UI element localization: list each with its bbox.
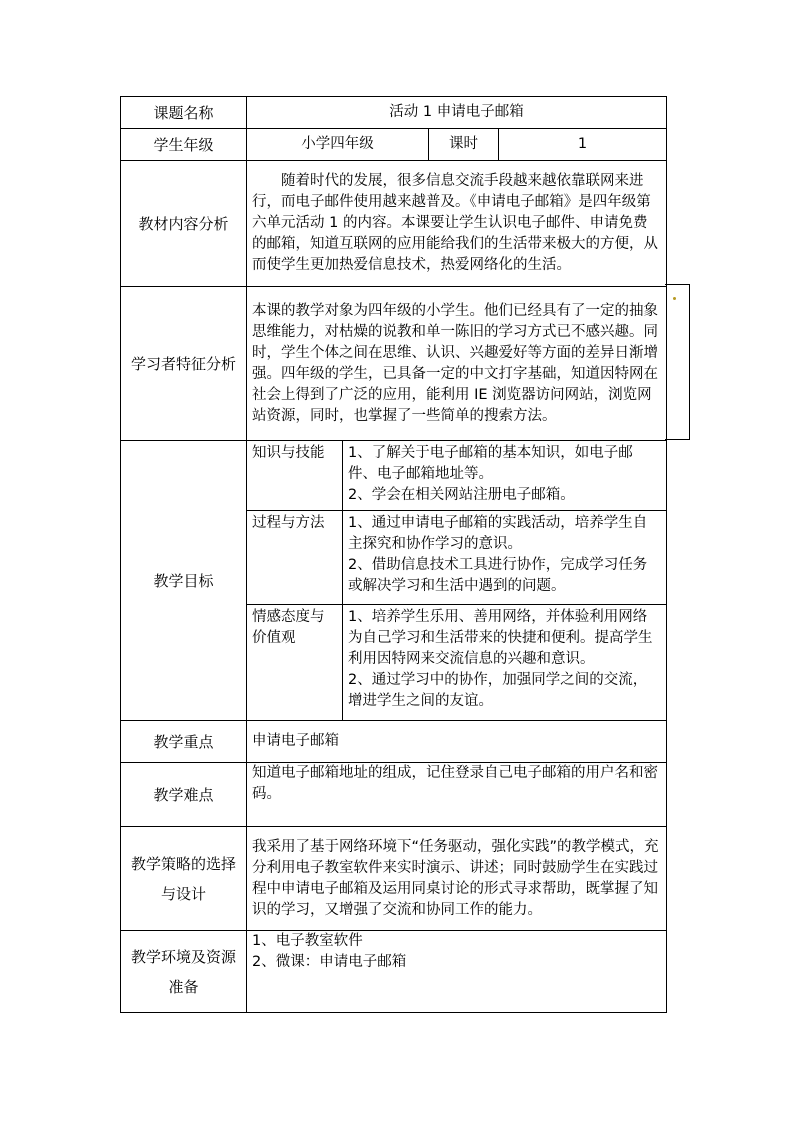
env-item: 2、微课：申请电子邮箱 (252, 954, 407, 970)
goal-process-items (343, 511, 667, 605)
learner-label (121, 287, 247, 441)
border-extension-bottom (665, 439, 690, 440)
goal-emotion-name: 情感态度与价值观 (247, 605, 343, 721)
key-text: 申请电子邮箱 (247, 721, 667, 763)
row-goal-knowledge (121, 441, 667, 511)
row-content-analysis (121, 161, 667, 287)
env-items (247, 931, 667, 1013)
strategy-text: 我采用了基于网络环境下“任务驱动，强化实践”的教学模式，充分利用电子教室软件来实时演示、讲述；同时鼓励学生在实践过程中申请电子邮箱及运用同桌讨论的形式寻求帮助，既掌握了知识的学习，又增强了交流和协同工作的能力。 (247, 827, 667, 931)
goal-emotion-item: 1、培养学生乐用、善用网络，并体验利用网络为自己学习和生活带来的快捷和便利。提高学生利用因特网来交流信息的兴趣和意识。 (348, 609, 653, 667)
row-learner-analysis (121, 287, 667, 441)
lesson-plan-table (120, 96, 667, 1013)
row-title (121, 97, 667, 129)
goal-label: 教学目标 (121, 441, 247, 721)
goal-emotion-items (343, 605, 667, 721)
env-item: 1、电子教室软件 (252, 933, 363, 949)
goal-process-item: 1、通过申请电子邮箱的实践活动，培养学生自主探究和协作学习的意识。 (348, 515, 648, 552)
learner-label-text: 学习者特征分析 (130, 354, 236, 373)
content-text: 随着时代的发展，很多信息交流手段越来越依靠联网来进行，而电子邮件使用越来越普及。《申请电子邮箱》是四年级第六单元活动 1 的内容。本课要让学生认识电子邮件、申请免费的邮箱，知道互联网的应用能给我们的生活带来极大的方便，从而使学生更加热爱信息技术，热爱网络化的生活。 (247, 161, 667, 287)
difficulty-label: 教学难点 (121, 763, 247, 827)
row-key-point (121, 721, 667, 763)
row-grade (121, 129, 667, 161)
content-label: 教材内容分析 (121, 161, 247, 287)
title-label: 课题名称 (121, 97, 247, 129)
row-difficulty (121, 763, 667, 827)
goal-process-name: 过程与方法 (247, 511, 343, 605)
goal-knowledge-name: 知识与技能 (247, 441, 343, 511)
border-extension-top (665, 284, 690, 285)
title-value: 活动 1 申请电子邮箱 (247, 97, 667, 129)
goal-knowledge-item: 1、了解关于电子邮箱的基本知识，如电子邮件、电子邮箱地址等。 (348, 445, 633, 482)
goal-process-item: 2、借助信息技术工具进行协作，完成学习任务或解决学习和生活中遇到的问题。 (348, 557, 648, 594)
hours-value: 1 (499, 129, 667, 161)
row-environment (121, 931, 667, 1013)
hours-label: 课时 (429, 129, 499, 161)
stray-dot-mark (673, 297, 676, 300)
border-extension-right (689, 284, 690, 440)
goal-knowledge-item: 2、学会在相关网站注册电子邮箱。 (348, 487, 575, 503)
env-label: 教学环境及资源准备 (121, 931, 247, 1013)
learner-text: 本课的教学对象为四年级的小学生。他们已经具有了一定的抽象思维能力，对枯燥的说教和单一陈旧的学习方式已不感兴趣。同时，学生个体之间在思维、认识、兴趣爱好等方面的差异日渐增强。四年级的学生，已具备一定的中文打字基础，知道因特网在社会上得到了广泛的应用，能利用 IE 浏览器访问网站，浏览网站资源，同时，也掌握了一些简单的搜索方法。 (247, 287, 667, 441)
goal-emotion-item: 2、通过学习中的协作，加强同学之间的交流，增进学生之间的友谊。 (348, 672, 648, 709)
grade-label: 学生年级 (121, 129, 247, 161)
key-label: 教学重点 (121, 721, 247, 763)
difficulty-text: 知道电子邮箱地址的组成，记住登录自己电子邮箱的用户名和密码。 (247, 763, 667, 827)
goal-knowledge-items (343, 441, 667, 511)
strategy-label: 教学策略的选择与设计 (121, 827, 247, 931)
row-strategy (121, 827, 667, 931)
grade-value: 小学四年级 (247, 129, 429, 161)
